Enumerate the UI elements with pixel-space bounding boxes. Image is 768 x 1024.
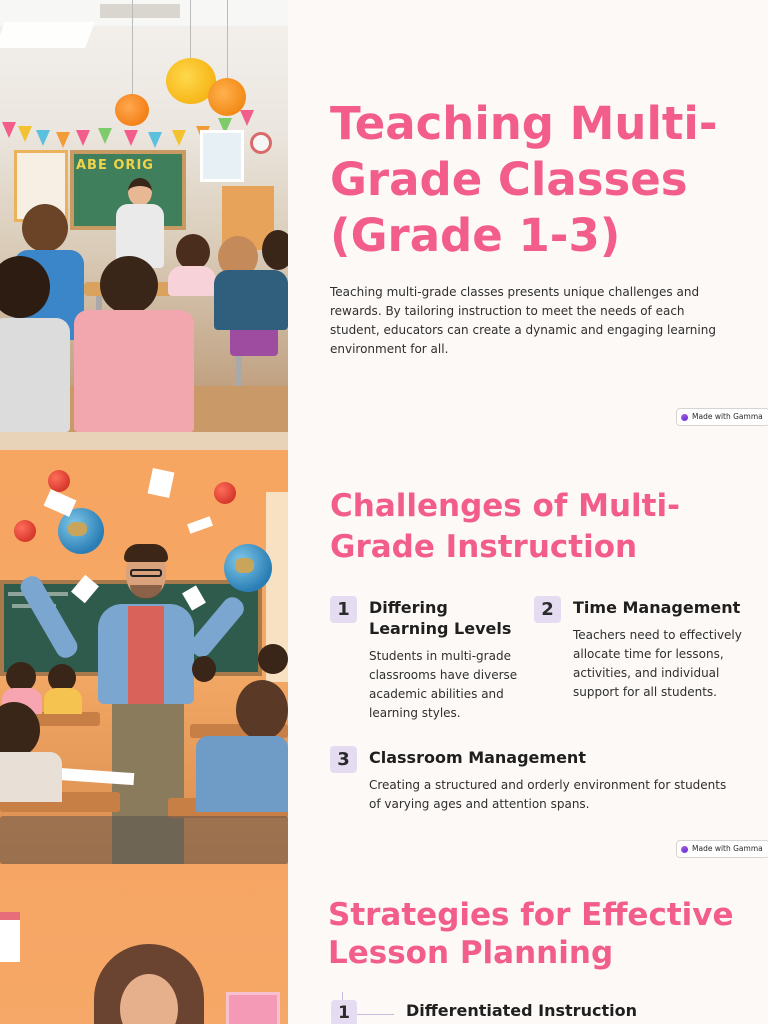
lantern-string: [132, 0, 133, 96]
lantern-string: [227, 0, 228, 80]
challenge-description: Students in multi-grade classrooms have diverse academic abilities and learning styles.: [369, 649, 518, 720]
child-head: [176, 234, 210, 270]
challenge-description: Teachers need to effectively allocate time for lessons, activities, and individual support for all students.: [573, 628, 742, 699]
challenge-title: Differing Learning Levels: [369, 598, 512, 638]
badge-label: Made with Gamma: [692, 412, 763, 421]
bunting-flag: [172, 130, 186, 146]
bunting-flag: [18, 126, 32, 142]
student-body: [0, 752, 62, 802]
ceiling-light: [0, 22, 95, 48]
slide1-content: [288, 0, 768, 432]
juggling-teacher-photo: [0, 432, 288, 864]
student-head: [192, 656, 216, 682]
number-badge: 1: [331, 1000, 357, 1024]
slide3-content: [288, 864, 768, 1024]
challenge-description: Creating a structured and orderly environment for students of varying ages and attention spans.: [369, 778, 727, 811]
child-head: [100, 256, 158, 314]
wall-calendar: [0, 912, 20, 962]
page-title: Teaching Multi-Grade Classes (Grade 1-3): [330, 97, 718, 262]
section-title: Strategies for Effective Lesson Planning: [328, 897, 734, 971]
child-head: [262, 230, 288, 270]
child-body: [168, 266, 216, 296]
bunting-flag: [36, 130, 50, 146]
ceiling: [0, 432, 288, 450]
made-with-gamma-badge[interactable]: [676, 840, 768, 858]
student-head: [258, 644, 288, 674]
student-body: [196, 736, 288, 812]
child-head: [22, 204, 68, 252]
student-head: [236, 680, 288, 740]
strategy-title: Differentiated Instruction: [406, 1001, 637, 1020]
chalkboard-text: ABE ORIG: [76, 158, 154, 173]
glasses: [130, 569, 162, 577]
classroom-photo: [0, 0, 288, 432]
slide-teaching-multi-grade: [0, 0, 768, 432]
made-with-gamma-badge[interactable]: [676, 408, 768, 426]
paper-lantern: [115, 94, 149, 126]
bunting-flag: [76, 130, 90, 146]
slide2-content: [288, 432, 768, 864]
bunting-flag: [148, 132, 162, 148]
challenge-title: Time Management: [573, 598, 741, 617]
intro-paragraph: Teaching multi-grade classes presents unique challenges and rewards. By tailoring instruction to meet the needs of each student, educators can create a dynamic and engaging learning environment for all.: [330, 285, 716, 356]
student-body: [44, 688, 82, 714]
wall-clock: [250, 132, 272, 154]
teacher-head: [128, 178, 152, 206]
slide-strategies: [0, 864, 768, 1024]
bunting-flag: [2, 122, 16, 138]
child-body: [214, 270, 288, 330]
pink-box: [226, 992, 280, 1024]
apple: [214, 482, 236, 504]
number-badge: 3: [330, 746, 357, 773]
window: [200, 130, 244, 182]
challenge-title: Classroom Management: [369, 748, 586, 767]
child-body: [0, 318, 70, 432]
bunting-flag: [98, 128, 112, 144]
air-vent: [100, 4, 180, 18]
chairs: [0, 816, 288, 864]
flying-paper: [148, 468, 175, 498]
bunting-flag: [240, 110, 254, 126]
bunting-flag: [124, 130, 138, 146]
number-badge: 1: [330, 596, 357, 623]
number-badge: 2: [534, 596, 561, 623]
teacher-undershirt: [128, 606, 164, 704]
child-body: [74, 310, 194, 432]
apple: [14, 520, 36, 542]
lantern-string: [190, 0, 191, 60]
teacher-at-desk-photo: [0, 864, 288, 1024]
globe: [224, 544, 272, 592]
gamma-logo-icon: [681, 846, 688, 853]
bunting-flag: [56, 132, 70, 148]
badge-label: Made with Gamma: [692, 844, 763, 853]
teacher-hair: [124, 544, 168, 562]
flying-paper: [187, 516, 213, 534]
section-title: Challenges of Multi-Grade Instruction: [330, 488, 680, 565]
timeline-connector: [356, 1014, 394, 1015]
slide-challenges: [0, 432, 768, 864]
gamma-logo-icon: [681, 414, 688, 421]
